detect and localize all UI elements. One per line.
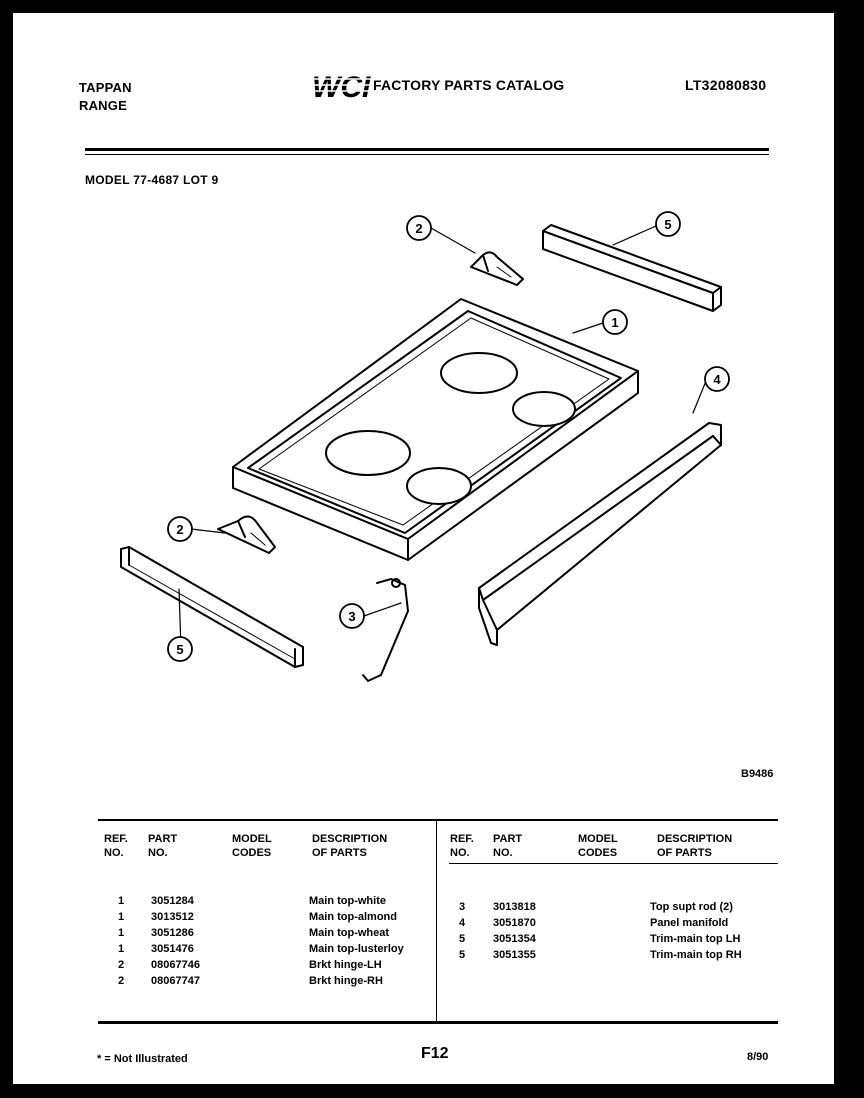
model-line: MODEL 77-4687 LOT 9	[85, 173, 219, 187]
top-support-rod-part	[363, 579, 408, 681]
trim-main-top-lh-part	[121, 547, 303, 667]
header-part-left: PART NO.	[148, 833, 178, 859]
callout-5-top: 5	[664, 217, 672, 232]
right-ref-column	[459, 899, 465, 963]
table-row: 3013512	[151, 911, 194, 923]
brand-line-1: TAPPAN	[79, 80, 132, 95]
callout-2-top: 2	[415, 221, 423, 236]
table-row: 1	[118, 911, 125, 923]
table-row: 3051355	[493, 949, 536, 961]
table-row: 2	[118, 975, 125, 987]
table-row: 3051286	[151, 927, 194, 939]
table-row: Top supt rod (2)	[650, 901, 733, 913]
burner-opening	[407, 468, 471, 504]
table-row: 4	[459, 917, 466, 929]
header-model-left: MODEL CODES	[232, 833, 272, 859]
table-row: 5	[459, 949, 466, 961]
callout-2-bottom: 2	[176, 522, 184, 537]
table-row: 2	[118, 959, 125, 971]
table-row: 3051354	[493, 933, 536, 945]
table-divider	[436, 819, 437, 1021]
catalog-page	[13, 13, 834, 1084]
callout-4: 4	[713, 372, 721, 387]
table-row: Trim-main top LH	[650, 933, 741, 945]
table-row: 1	[118, 943, 125, 955]
table-row: 5	[459, 933, 466, 945]
table-row: 1	[118, 927, 125, 939]
table-row: Main top-almond	[309, 911, 397, 923]
callout-3: 3	[348, 609, 356, 624]
table-right-header-rule	[449, 863, 778, 864]
table-row: Panel manifold	[650, 917, 729, 929]
table-row: 3051284	[151, 895, 194, 907]
table-row: Trim-main top RH	[650, 949, 742, 961]
header-ref-left: REF. NO.	[104, 833, 128, 859]
table-row: Brkt hinge-RH	[309, 975, 383, 987]
footnote: * = Not Illustrated	[97, 1053, 188, 1065]
table-row: 3051870	[493, 917, 536, 929]
header-ref-right: REF. NO.	[450, 833, 474, 859]
header-part-right: PART NO.	[493, 833, 523, 859]
catalog-title: FACTORY PARTS CATALOG	[373, 77, 565, 93]
callout-1: 1	[611, 315, 619, 330]
table-row: 08067747	[151, 975, 200, 987]
left-desc-column	[309, 893, 404, 989]
right-part-column	[493, 899, 536, 963]
figure-id: B9486	[741, 768, 774, 780]
logo-text: WCI	[312, 71, 371, 101]
page-code: F12	[421, 1045, 449, 1062]
table-row: 08067746	[151, 959, 200, 971]
table-row: 3	[459, 901, 466, 913]
exploded-diagram	[13, 13, 834, 773]
table-top-rule	[98, 819, 778, 821]
table-row: Brkt hinge-LH	[309, 959, 382, 971]
left-ref-column	[118, 893, 124, 989]
table-bottom-rule	[98, 1021, 778, 1024]
left-part-column	[151, 893, 200, 989]
trim-main-top-rh-part	[543, 225, 721, 311]
brand-line-2: RANGE	[79, 98, 127, 113]
table-row: Main top-wheat	[309, 927, 390, 939]
burner-opening	[326, 431, 410, 475]
table-row: 1	[118, 895, 125, 907]
callout-5-bottom: 5	[176, 642, 184, 657]
burner-opening	[513, 392, 575, 426]
right-desc-column	[650, 899, 742, 963]
table-row: Main top-white	[309, 895, 386, 907]
catalog-date: 8/90	[747, 1051, 769, 1063]
catalog-number: LT32080830	[685, 77, 767, 93]
header-model-right: MODEL CODES	[578, 833, 618, 859]
table-row: Main top-lusterloy	[309, 943, 404, 955]
header-desc-left: DESCRIPTION OF PARTS	[312, 833, 388, 859]
hinge-bracket-top-part	[471, 252, 523, 285]
burner-opening	[441, 353, 517, 393]
header-desc-right: DESCRIPTION OF PARTS	[657, 833, 733, 859]
table-row: 3013818	[493, 901, 536, 913]
table-row: 3051476	[151, 943, 194, 955]
hinge-bracket-bottom-part	[218, 516, 275, 553]
